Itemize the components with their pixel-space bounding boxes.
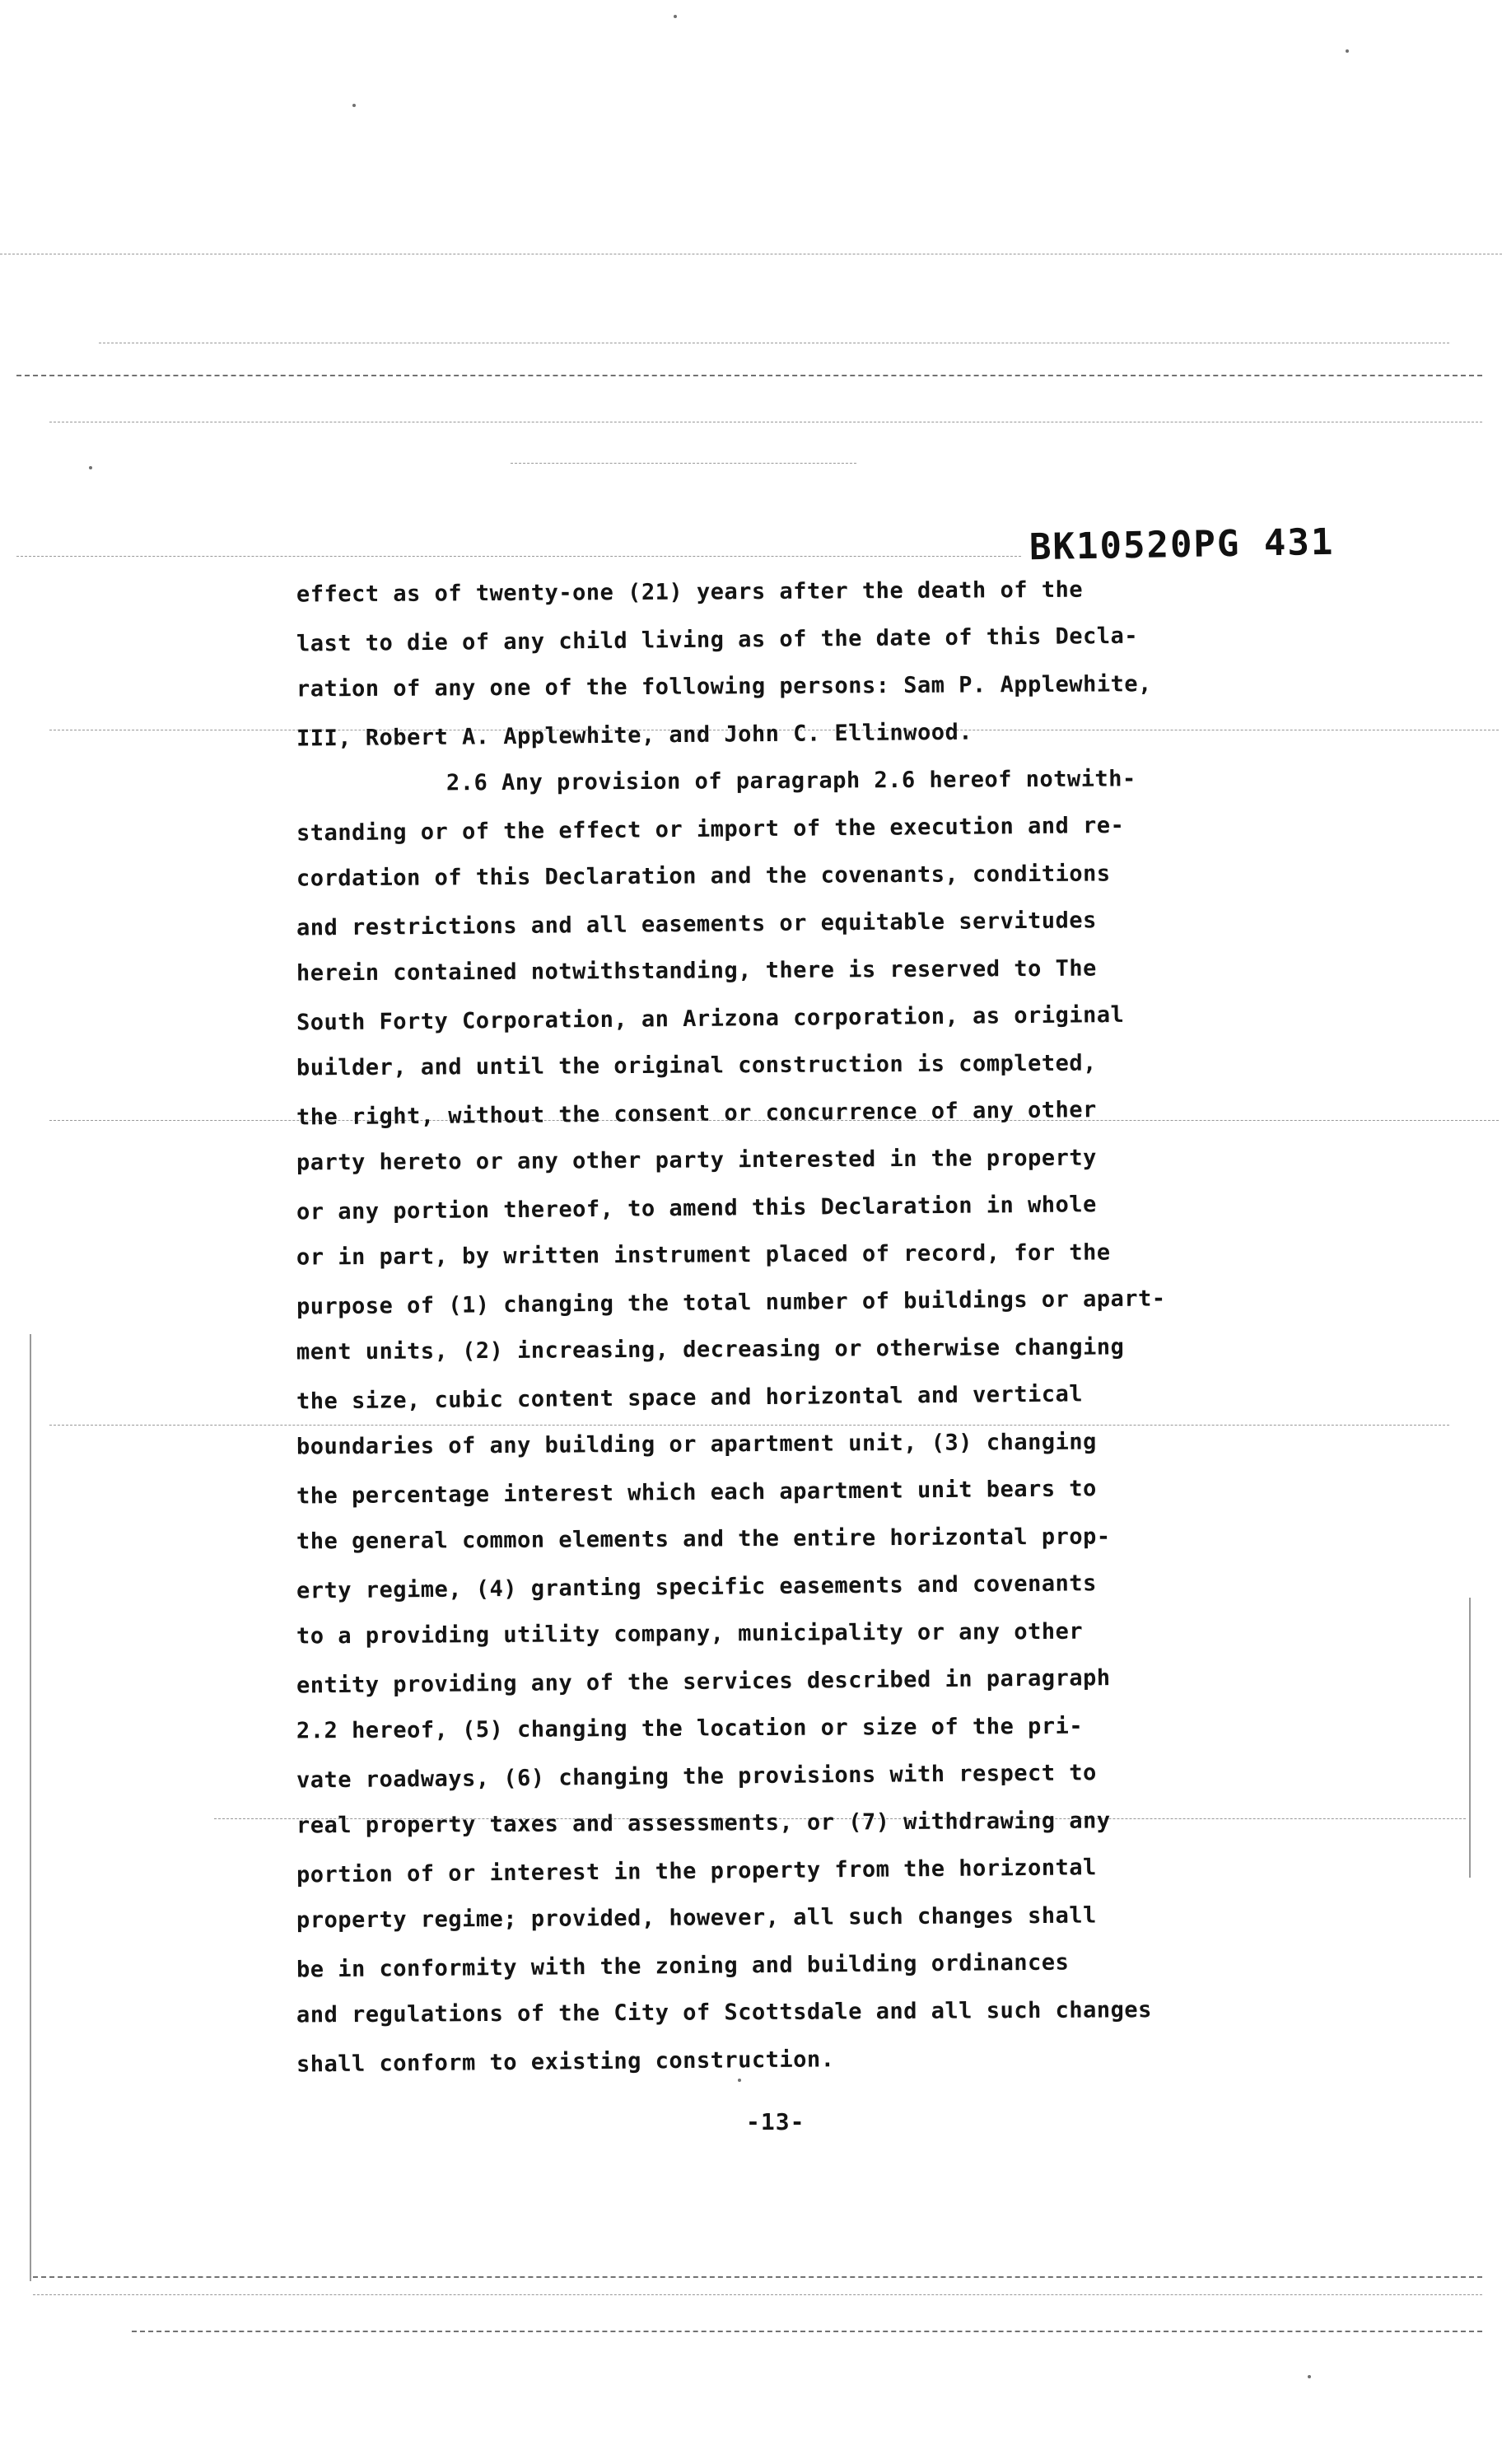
text-line: the general common elements and the entire horizontal prop- (296, 1524, 1111, 1555)
text-line: the size, cubic content space and horizontal and vertical (296, 1380, 1084, 1415)
scan-artifact-line (33, 2294, 1482, 2295)
scan-speck (674, 15, 677, 18)
text-line: or any portion thereof, to amend this Declaration in whole (296, 1191, 1097, 1225)
text-line: standing or of the effect or import of the execution and re- (296, 812, 1125, 847)
scan-artifact-line (132, 2331, 1482, 2332)
text-line: erty regime, (4) granting specific easements and covenants (296, 1570, 1097, 1604)
text-line: ment units, (2) increasing, decreasing or otherwise changing (296, 1334, 1125, 1365)
scan-edge-mark (1469, 1598, 1471, 1878)
text-line: and restrictions and all easements or equitable servitudes (296, 907, 1097, 941)
text-line: herein contained notwithstanding, there is reserved to The (296, 955, 1097, 987)
text-line: real property taxes and assessments, or (7) withdrawing any (296, 1808, 1111, 1839)
text-line: and regulations of the City of Scottsdale and all such changes (296, 1997, 1152, 2028)
text-line: cordation of this Declaration and the covenants, conditions (296, 861, 1111, 892)
text-line: portion of or interest in the property from the horizontal (296, 1854, 1097, 1888)
text-line: property regime; provided, however, all such changes shall (296, 1902, 1097, 1934)
text-line: 2.2 hereof, (5) changing the location or size of the pri- (296, 1713, 1084, 1744)
text-line: purpose of (1) changing the total number of buildings or apart- (296, 1285, 1166, 1320)
text-line: effect as of twenty-one (21) years after the death of the (296, 576, 1084, 608)
scan-speck (89, 466, 92, 469)
text-line: 2.6 Any provision of paragraph 2.6 hereof notwith- (445, 766, 1136, 796)
scan-artifact-line (16, 375, 1482, 376)
text-line: the right, without the consent or concurrence of any other (296, 1096, 1097, 1131)
text-line: entity providing any of the services described in paragraph (296, 1664, 1111, 1699)
scan-speck (1346, 49, 1349, 53)
scan-artifact-line (16, 556, 1021, 557)
text-line: or in part, by written instrument placed of record, for the (296, 1239, 1111, 1271)
declaration-body-text (296, 568, 1243, 2084)
text-line: party hereto or any other party interested in the property (296, 1145, 1097, 1176)
page-number: -13- (746, 2108, 805, 2135)
text-line: shall conform to existing construction. (296, 2046, 835, 2078)
scan-speck (352, 104, 356, 107)
text-line: vate roadways, (6) changing the provisions with respect to (296, 1759, 1097, 1794)
text-line: boundaries of any building or apartment unit, (3) changing (296, 1429, 1097, 1460)
text-line: to a providing utility company, municipality or any other (296, 1618, 1084, 1650)
book-page-reference: BK10520PG 431 (1029, 520, 1335, 569)
text-line: ration of any one of the following persons: Sam P. Applewhite, (296, 671, 1152, 702)
text-line: be in conformity with the zoning and building ordinances (296, 1949, 1070, 1983)
text-line: builder, and until the original construction is completed, (296, 1050, 1097, 1081)
scan-artifact-line (33, 2276, 1482, 2278)
scan-artifact-line (511, 463, 856, 464)
scan-edge-mark (30, 1334, 31, 2281)
text-line: III, Robert A. Applewhite, and John C. Ellinwood. (296, 719, 973, 752)
text-line: the percentage interest which each apartment unit bears to (296, 1475, 1097, 1510)
scan-speck (1308, 2375, 1311, 2378)
text-line: last to die of any child living as of the date of this Decla- (296, 623, 1139, 657)
text-line: South Forty Corporation, an Arizona corporation, as original (296, 1001, 1125, 1036)
